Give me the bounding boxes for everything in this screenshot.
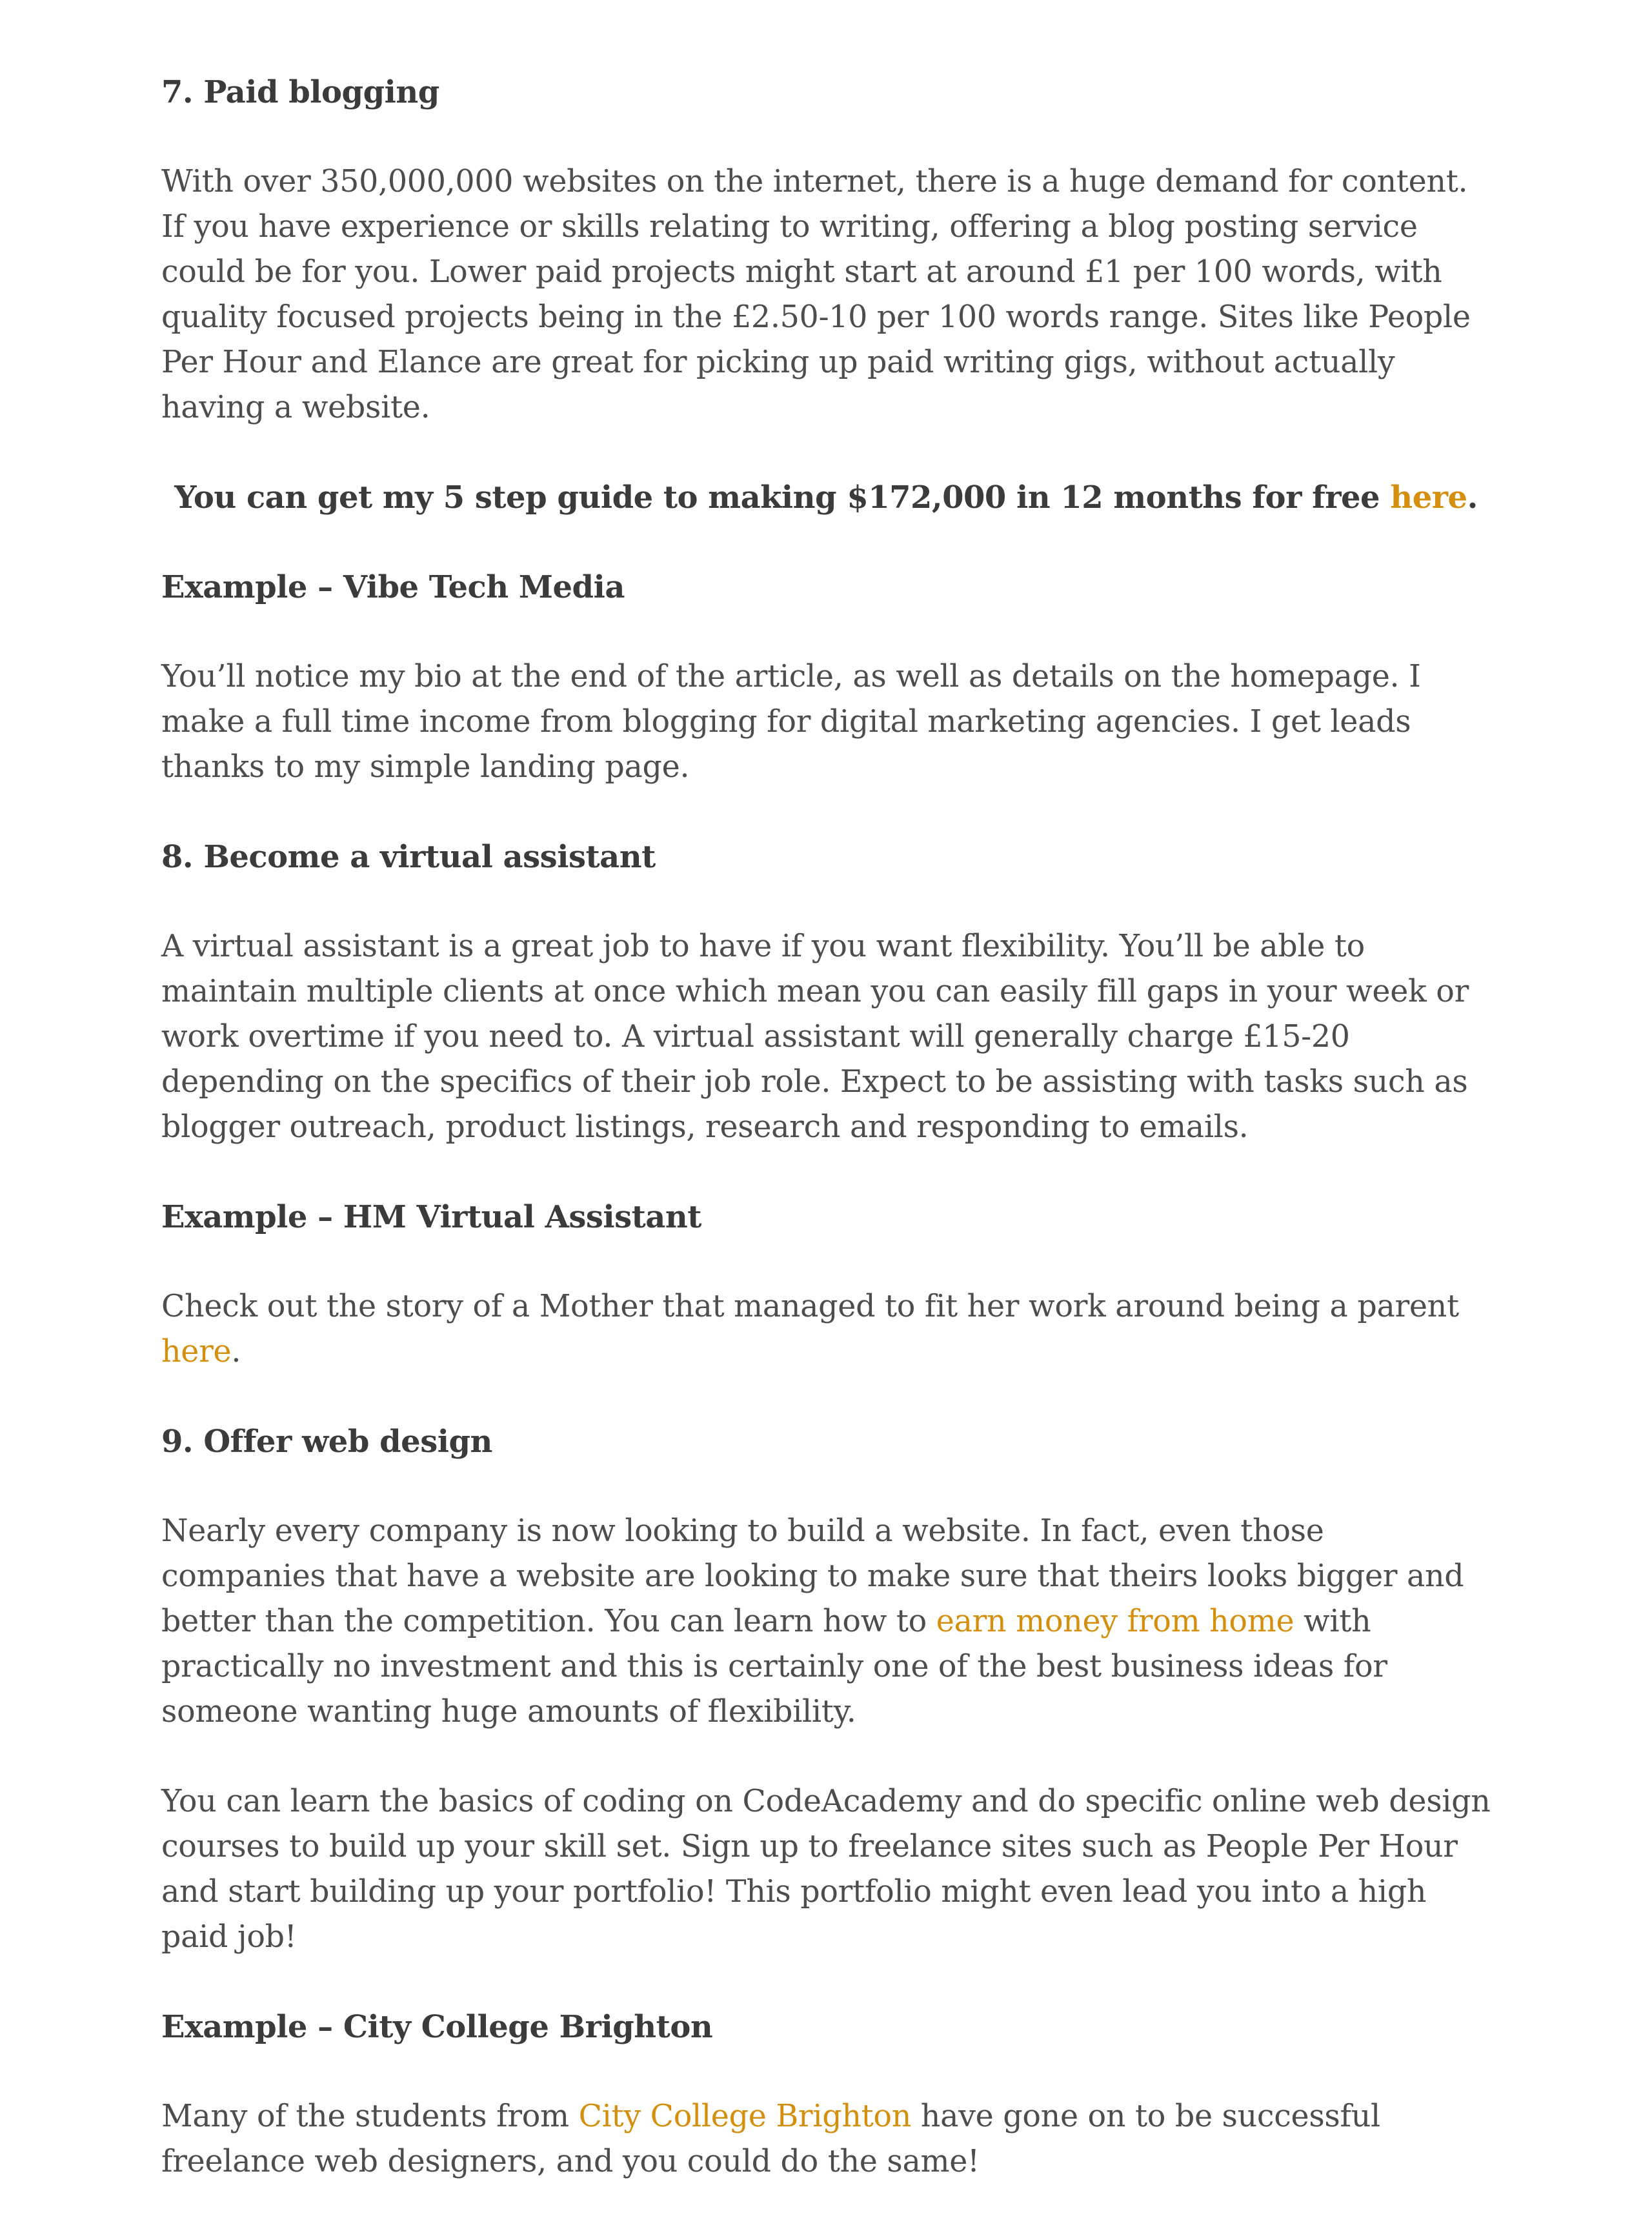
example-heading-city-college-brighton: Example – City College Brighton [161,2009,713,2045]
article-body [161,70,1491,2229]
guide-link[interactable]: here [1390,479,1467,516]
paragraph-ccb-end: have gone on to be successful freelance web designers, and you could do the same! [161,2099,1380,2179]
paragraph-hm-text: Check out the story of a Mother that managed to fit her work around being a parent [161,1289,1459,1324]
paragraph-web-design-2: You can learn the basics of coding on CodeAcademy and do specific online web design courses to build up your skill set. Sign up to freelance sites such as People Per Hour and start building up your portfolio! This portfolio might even lead you into a high paid job! [161,1784,1491,1955]
example-heading-hm-virtual-assistant: Example – HM Virtual Assistant [161,1199,701,1235]
paragraph-city-college-brighton [161,2094,1491,2184]
earn-money-from-home-link[interactable]: earn money from home [936,1604,1294,1639]
paragraph-web-design-1 [161,1509,1491,1735]
paragraph-vibe-tech-media: You’ll notice my bio at the end of the article, as well as details on the homepage. I make a full time income from blogging for digital marketing agencies. I get leads thanks to my simple landing page. [161,659,1421,785]
paragraph-web-design-1-start: Nearly every company is now looking to build a website. In fact, even those companies that have a website are looking to make sure that theirs looks bigger and better than the competition. You can learn how to [161,1513,1464,1639]
example-heading-vibe-tech-media: Example – Vibe Tech Media [161,569,625,605]
paragraph-paid-blogging: With over 350,000,000 websites on the internet, there is a huge demand for content. If you have experience or skills relating to writing, offering a blog posting service could be for you. Lower paid projects might start at around £1 per 100 words, with quality focused projects being in the £2.50-10 per 100 words range. Sites like People Per Hour and Elance are great for picking up paid writing gigs, without actually having a website. [161,164,1471,425]
guide-callout [161,475,1491,520]
paragraph-hm-end: . [231,1334,241,1369]
guide-callout-end: . [1467,479,1478,516]
section-heading-virtual-assistant: 8. Become a virtual assistant [161,839,656,875]
paragraph-virtual-assistant: A virtual assistant is a great job to have if you want flexibility. You’ll be able to maintain multiple clients at once which mean you can easily fill gaps in your week or work overtime if you need to. A virtual assistant will generally charge £15-20 depending on the specifics of their job role. Expect to be assisting with tasks such as blogger outreach, product listings, research and responding to emails. [161,929,1469,1145]
paragraph-hm-virtual-assistant [161,1284,1491,1375]
city-college-brighton-link[interactable]: City College Brighton [578,2099,911,2134]
section-heading-web-design: 9. Offer web design [161,1424,492,1460]
guide-callout-text: You can get my 5 step guide to making $172,000 in 12 months for free [174,479,1391,516]
paragraph-ccb-start: Many of the students from [161,2099,579,2134]
paragraph-web-design-1-end: with practically no investment and this is certainly one of the best business ideas for someone wanting huge amounts of flexibility. [161,1604,1387,1730]
mother-story-link[interactable]: here [161,1334,232,1369]
section-heading-paid-blogging: 7. Paid blogging [161,74,439,110]
